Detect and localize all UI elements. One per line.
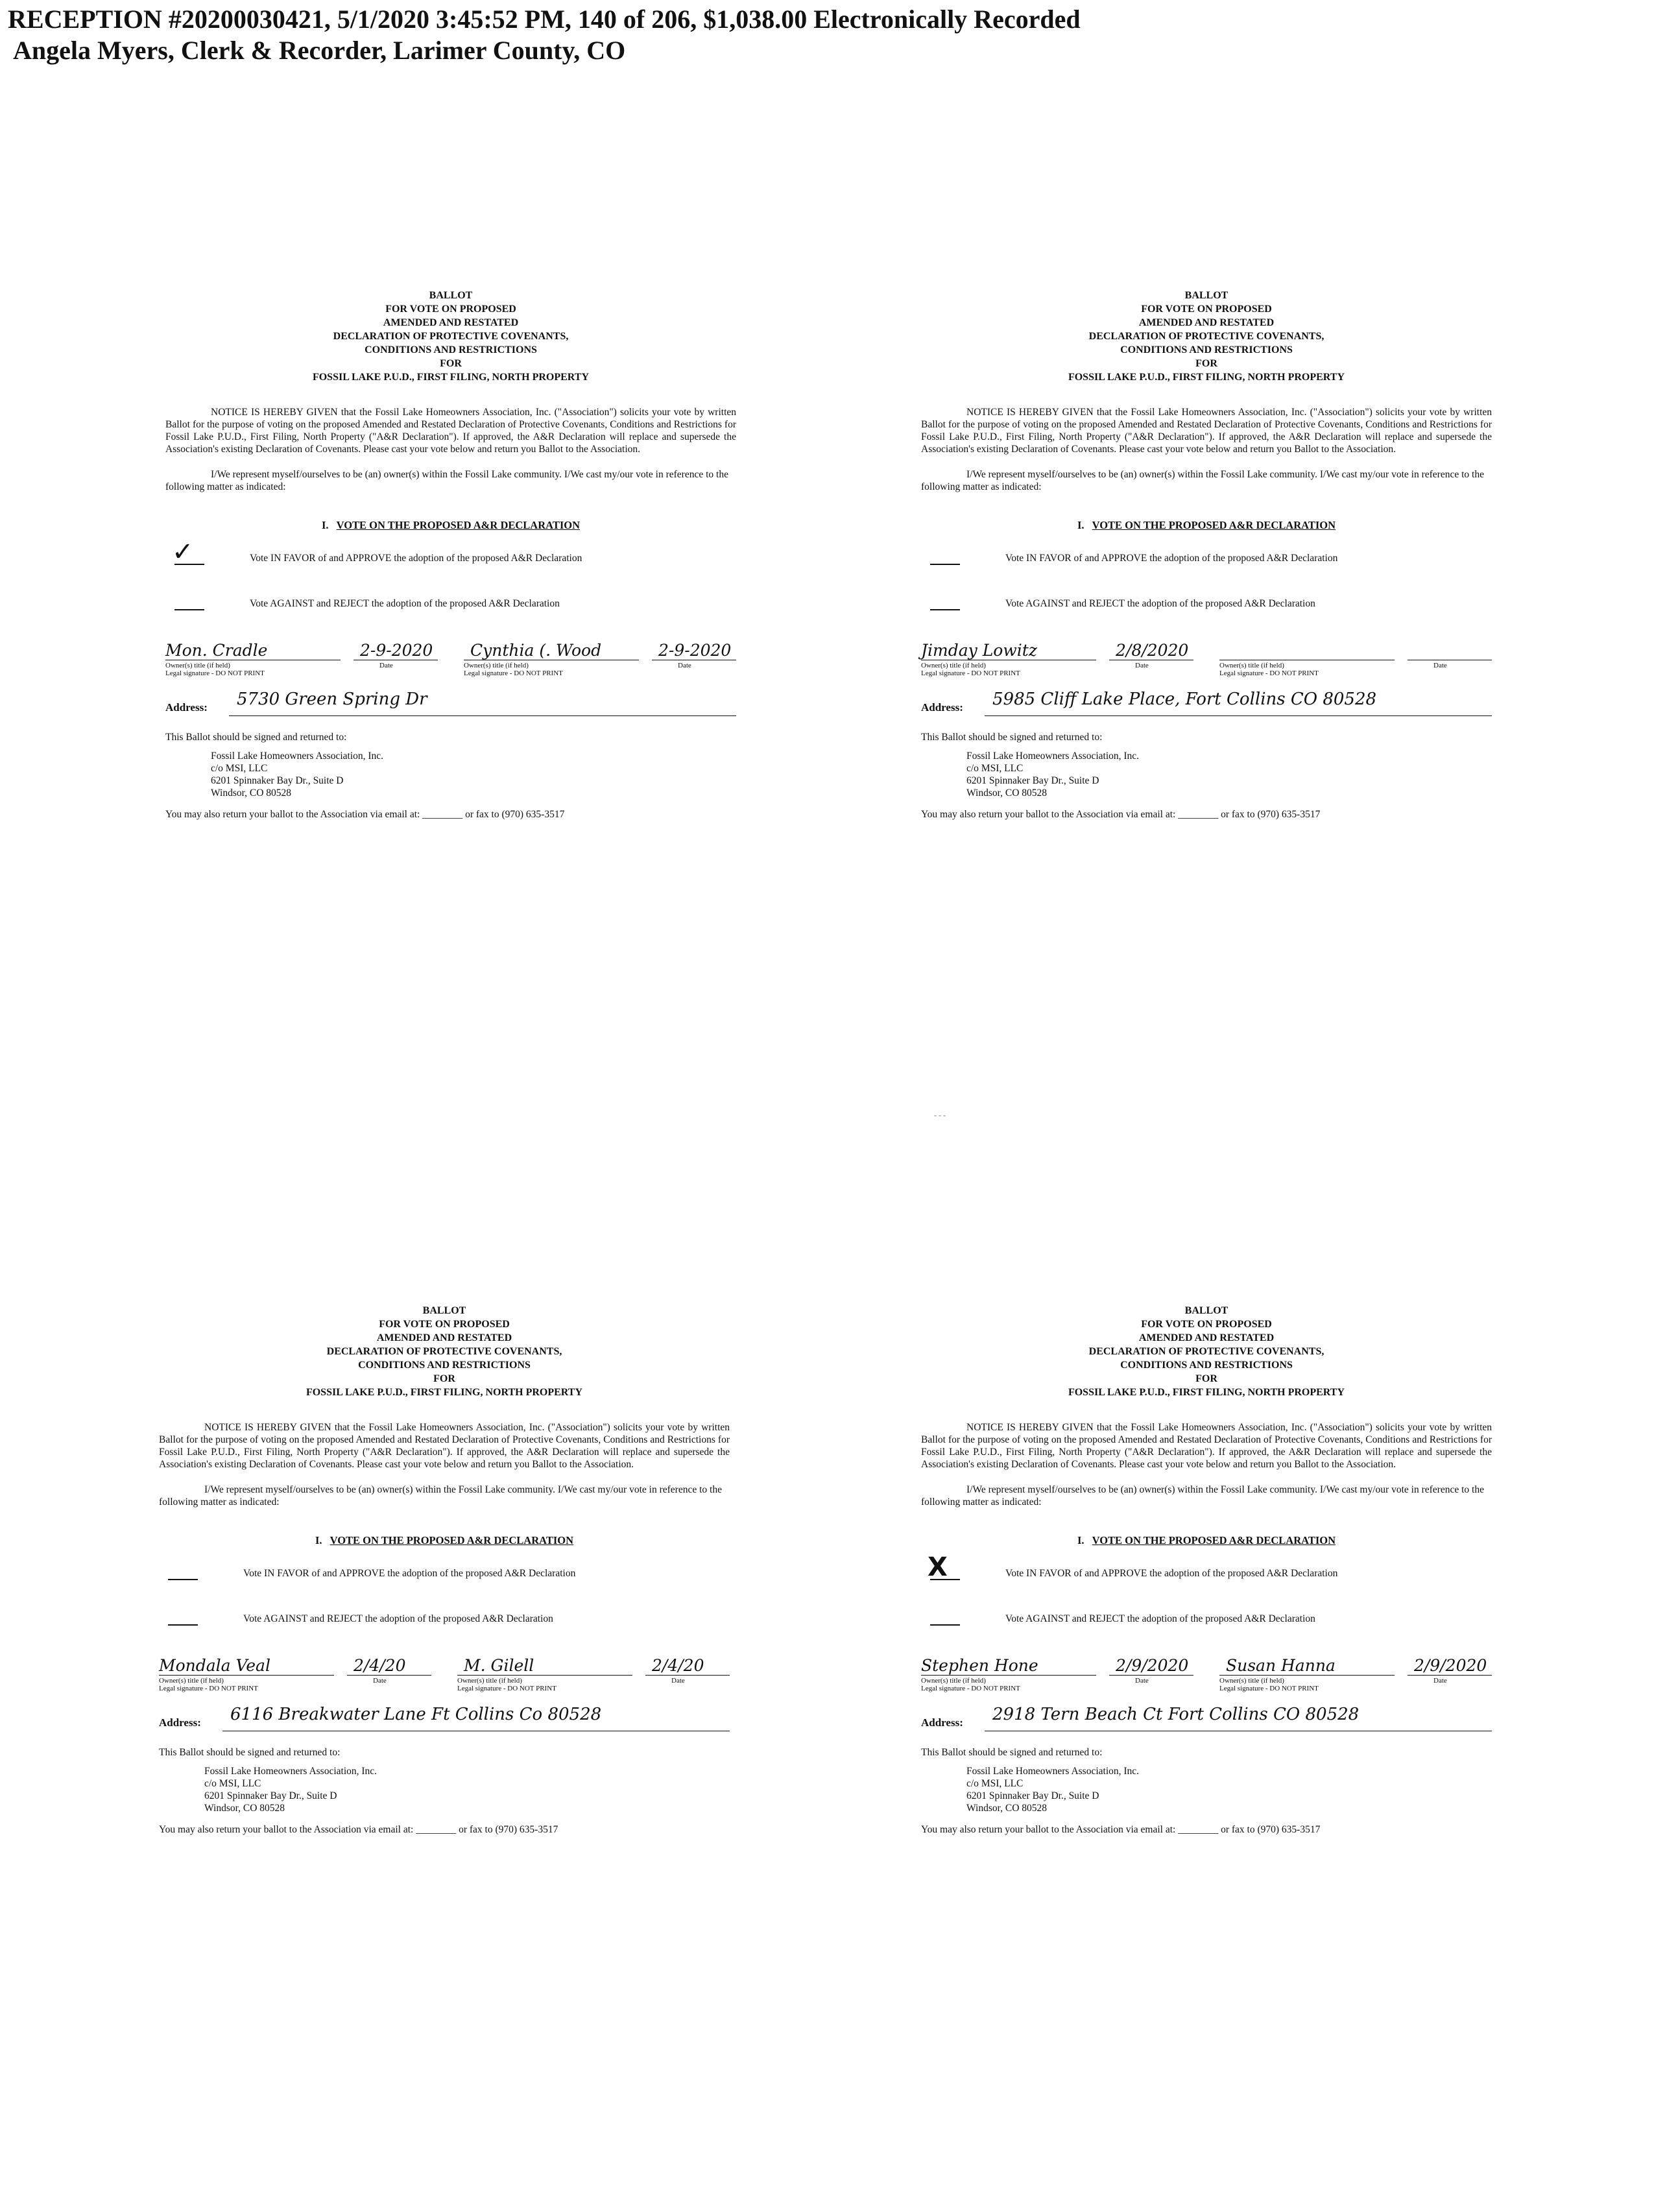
ballot-title-line: CONDITIONS AND RESTRICTIONS	[1120, 1360, 1293, 1371]
notice-paragraph: NOTICE IS HEREBY GIVEN that the Fossil Lake Homeowners Association, Inc. ("Association") solicits your vote by written Ballot for the purpose of voting on the proposed Amended and Restated Declaration of Protective Covenants, Conditions and Restrictions for Fossil Lake P.U.D., First Filing, North Property ("A&R Declaration"). If approved, the A&R Declaration will replace and supersede the Association's existing Declaration of Covenants. Please cast your vote below and return you Ballot to the Association.	[165, 407, 736, 455]
address-row	[921, 1705, 1492, 1738]
date-caption-1: Date	[373, 1677, 387, 1685]
ballot-title-line: FOR VOTE ON PROPOSED	[379, 1319, 510, 1330]
email-fax-note: You may also return your ballot to the Association via email at: ________ or fax to (970) 635-3517	[921, 809, 1321, 820]
legal-caption-1: Legal signature - DO NOT PRINT	[921, 1685, 1020, 1692]
address-value: 5730 Green Spring Dr	[237, 690, 427, 709]
ballot-title-line: FOR	[1195, 1373, 1217, 1384]
date-line-1[interactable]	[347, 1675, 431, 1676]
owner-signature-1: Stephen Hone	[921, 1656, 1038, 1675]
owner-caption-2: Owner(s) title (if held)	[464, 662, 529, 669]
section-title: VOTE ON THE PROPOSED A&R DECLARATION	[1092, 1534, 1336, 1546]
owner-signature-1: Mon. Cradle	[165, 641, 268, 660]
section-number: I.	[1077, 519, 1085, 531]
notice-paragraph: NOTICE IS HEREBY GIVEN that the Fossil Lake Homeowners Association, Inc. ("Association") solicits your vote by written Ballot for the purpose of voting on the proposed Amended and Restated Declaration of Protective Covenants, Conditions and Restrictions for Fossil Lake P.U.D., First Filing, North Property ("A&R Declaration"). If approved, the A&R Declaration will replace and supersede the Association's existing Declaration of Covenants. Please cast your vote below and return you Ballot to the Association.	[159, 1422, 730, 1470]
signature-row	[159, 1657, 730, 1693]
ballot-title	[165, 289, 736, 384]
address-value: 2918 Tern Beach Ct Fort Collins CO 80528	[992, 1705, 1360, 1724]
return-address-line: c/o MSI, LLC	[966, 763, 1024, 774]
favor-label: Vote IN FAVOR of and APPROVE the adoption of the proposed A&R Declaration	[1005, 1568, 1338, 1579]
return-address-line: c/o MSI, LLC	[211, 763, 268, 774]
address-row	[165, 690, 736, 723]
favor-checkbox[interactable]	[168, 1567, 198, 1580]
owner-representation: I/We represent myself/ourselves to be (an) owner(s) within the Fossil Lake community. I/We cast my/our vote in reference to the following matter as indicated:	[165, 469, 728, 492]
legal-caption-1: Legal signature - DO NOT PRINT	[921, 669, 1020, 677]
ballot-title	[159, 1304, 730, 1399]
email-fax-note: You may also return your ballot to the Association via email at: ________ or fax to (970) 635-3517	[165, 809, 565, 820]
section-heading	[165, 519, 736, 531]
ballot-title-line: AMENDED AND RESTATED	[383, 317, 519, 328]
return-address-line: Fossil Lake Homeowners Association, Inc.	[966, 751, 1140, 762]
stray-mark: - - -	[934, 1111, 946, 1120]
date-line-1[interactable]	[1109, 1675, 1193, 1676]
ballot-form-3	[159, 1304, 730, 1836]
return-instructions: This Ballot should be signed and returned to:	[159, 1747, 341, 1758]
sign-date-2: 2-9-2020	[658, 641, 732, 660]
date-line-2[interactable]	[645, 1675, 730, 1676]
ballot-title-line: BALLOT	[1184, 290, 1229, 301]
signature-row	[921, 642, 1492, 678]
return-address-line: Fossil Lake Homeowners Association, Inc.	[204, 1766, 378, 1777]
vote-against-row	[165, 588, 736, 622]
ballot-title-line: BALLOT	[429, 290, 473, 301]
return-address	[966, 1765, 1492, 1814]
against-label: Vote AGAINST and REJECT the adoption of the proposed A&R Declaration	[1005, 598, 1315, 609]
vote-against-row	[159, 1604, 730, 1637]
owner-caption-1: Owner(s) title (if held)	[165, 662, 230, 669]
against-checkbox[interactable]	[930, 1613, 960, 1626]
ballot-title-line: AMENDED AND RESTATED	[1138, 1332, 1275, 1343]
date-caption-1: Date	[379, 662, 393, 669]
ballot-title-line: BALLOT	[1184, 1305, 1229, 1316]
owner-representation: I/We represent myself/ourselves to be (an) owner(s) within the Fossil Lake community. I/We cast my/our vote in reference to the following matter as indicated:	[921, 1484, 1484, 1508]
address-value: 5985 Cliff Lake Place, Fort Collins CO 80528	[992, 690, 1377, 709]
address-label: Address:	[165, 701, 208, 714]
ballot-title-line: FOR VOTE ON PROPOSED	[385, 304, 516, 315]
address-line[interactable]	[229, 715, 736, 716]
date-caption-1: Date	[1135, 662, 1149, 669]
date-caption-2: Date	[671, 1677, 685, 1685]
signature-line-1[interactable]	[159, 1675, 334, 1676]
address-label: Address:	[921, 701, 963, 714]
return-address-line: 6201 Spinnaker Bay Dr., Suite D	[966, 775, 1099, 786]
address-row	[921, 690, 1492, 723]
favor-label: Vote IN FAVOR of and APPROVE the adoption of the proposed A&R Declaration	[243, 1568, 576, 1579]
favor-checkbox[interactable]	[930, 552, 960, 565]
return-address-line: c/o MSI, LLC	[966, 1778, 1024, 1789]
ballot-title-line: CONDITIONS AND RESTRICTIONS	[1120, 344, 1293, 355]
owner-signature-2: Susan Hanna	[1226, 1656, 1336, 1675]
ballot-title-line: FOR	[433, 1373, 455, 1384]
owner-representation: I/We represent myself/ourselves to be (an) owner(s) within the Fossil Lake community. I/We cast my/our vote in reference to the following matter as indicated:	[921, 469, 1484, 492]
return-address-line: Fossil Lake Homeowners Association, Inc.	[211, 751, 384, 762]
sign-date-1: 2/8/2020	[1116, 641, 1189, 660]
ballot-title-line: DECLARATION OF PROTECTIVE COVENANTS,	[1088, 331, 1324, 342]
ballot-form-2	[921, 289, 1492, 821]
owner-caption-2: Owner(s) title (if held)	[457, 1677, 522, 1685]
owner-caption-2: Owner(s) title (if held)	[1219, 1677, 1284, 1685]
section-title: VOTE ON THE PROPOSED A&R DECLARATION	[330, 1534, 574, 1546]
ballot-title-line: FOSSIL LAKE P.U.D., FIRST FILING, NORTH PROPERTY	[1068, 1387, 1345, 1398]
notice-paragraph: NOTICE IS HEREBY GIVEN that the Fossil Lake Homeowners Association, Inc. ("Association") solicits your vote by written Ballot for the purpose of voting on the proposed Amended and Restated Declaration of Protective Covenants, Conditions and Restrictions for Fossil Lake P.U.D., First Filing, North Property ("A&R Declaration"). If approved, the A&R Declaration will replace and supersede the Association's existing Declaration of Covenants. Please cast your vote below and return you Ballot to the Association.	[921, 1422, 1492, 1470]
ballot-title-line: AMENDED AND RESTATED	[376, 1332, 512, 1343]
date-caption-1: Date	[1135, 1677, 1149, 1685]
return-address-line: Windsor, CO 80528	[204, 1803, 285, 1814]
address-label: Address:	[921, 1716, 963, 1729]
against-label: Vote AGAINST and REJECT the adoption of the proposed A&R Declaration	[250, 598, 560, 609]
ballot-title	[921, 289, 1492, 384]
notice-paragraph: NOTICE IS HEREBY GIVEN that the Fossil Lake Homeowners Association, Inc. ("Association") solicits your vote by written Ballot for the purpose of voting on the proposed Amended and Restated Declaration of Protective Covenants, Conditions and Restrictions for Fossil Lake P.U.D., First Filing, North Property ("A&R Declaration"). If approved, the A&R Declaration will replace and supersede the Association's existing Declaration of Covenants. Please cast your vote below and return you Ballot to the Association.	[921, 407, 1492, 455]
date-caption-2: Date	[1433, 662, 1447, 669]
ballot-form-4	[921, 1304, 1492, 1836]
ballot-form-1	[165, 289, 736, 821]
vote-favor-row	[921, 543, 1492, 577]
legal-caption-2: Legal signature - DO NOT PRINT	[457, 1685, 557, 1692]
vote-favor-row	[159, 1558, 730, 1592]
owner-caption-1: Owner(s) title (if held)	[921, 1677, 986, 1685]
return-address-line: c/o MSI, LLC	[204, 1778, 261, 1789]
return-address	[966, 750, 1492, 799]
owner-caption-1: Owner(s) title (if held)	[159, 1677, 224, 1685]
reception-line: RECEPTION #20200030421, 5/1/2020 3:45:52 PM, 140 of 206, $1,038.00 Electronically Recorded	[8, 5, 1081, 34]
against-label: Vote AGAINST and REJECT the adoption of the proposed A&R Declaration	[243, 1613, 553, 1624]
owner-representation: I/We represent myself/ourselves to be (an) owner(s) within the Fossil Lake community. I/We cast my/our vote in reference to the following matter as indicated:	[159, 1484, 722, 1508]
date-caption-2: Date	[678, 662, 691, 669]
recording-header	[8, 4, 1081, 66]
owner-signature-1: Jimday Lowitz	[921, 641, 1037, 660]
sign-date-1: 2/9/2020	[1116, 1656, 1189, 1675]
signature-line-2[interactable]	[457, 1675, 632, 1676]
ballot-title-line: DECLARATION OF PROTECTIVE COVENANTS,	[333, 331, 569, 342]
owner-signature-2: M. Gilell	[464, 1656, 534, 1675]
sign-date-1: 2-9-2020	[360, 641, 433, 660]
ballot-title	[921, 1304, 1492, 1399]
owner-caption-2: Owner(s) title (if held)	[1219, 662, 1284, 669]
return-address-line: 6201 Spinnaker Bay Dr., Suite D	[204, 1790, 337, 1801]
against-checkbox[interactable]	[930, 597, 960, 610]
sign-date-2: 2/4/20	[652, 1656, 704, 1675]
against-label: Vote AGAINST and REJECT the adoption of the proposed A&R Declaration	[1005, 1613, 1315, 1624]
date-line-2[interactable]	[1408, 1675, 1492, 1676]
ballot-title-line: FOR	[440, 358, 462, 369]
return-address-line: Fossil Lake Homeowners Association, Inc.	[966, 1766, 1140, 1777]
return-address	[211, 750, 736, 799]
email-fax-note: You may also return your ballot to the Association via email at: ________ or fax to (970) 635-3517	[921, 1824, 1321, 1835]
address-line[interactable]	[985, 715, 1492, 716]
vote-favor-row	[165, 537, 736, 577]
section-title: VOTE ON THE PROPOSED A&R DECLARATION	[336, 519, 581, 531]
section-heading	[921, 1534, 1492, 1546]
ballot-title-line: BALLOT	[422, 1305, 466, 1316]
owner-caption-1: Owner(s) title (if held)	[921, 662, 986, 669]
address-label: Address:	[159, 1716, 201, 1729]
ballot-title-line: FOR VOTE ON PROPOSED	[1141, 304, 1272, 315]
legal-caption-1: Legal signature - DO NOT PRINT	[165, 669, 265, 677]
section-title: VOTE ON THE PROPOSED A&R DECLARATION	[1092, 519, 1336, 531]
return-address-line: Windsor, CO 80528	[211, 787, 292, 799]
ballot-title-line: DECLARATION OF PROTECTIVE COVENANTS,	[1088, 1346, 1324, 1357]
favor-label: Vote IN FAVOR of and APPROVE the adoption of the proposed A&R Declaration	[1005, 553, 1338, 564]
ballot-title-line: FOR VOTE ON PROPOSED	[1141, 1319, 1272, 1330]
against-checkbox[interactable]	[168, 1613, 198, 1626]
return-address-line: 6201 Spinnaker Bay Dr., Suite D	[211, 775, 344, 786]
ballot-title-line: FOSSIL LAKE P.U.D., FIRST FILING, NORTH PROPERTY	[306, 1387, 583, 1398]
favor-mark: X	[928, 1552, 948, 1582]
legal-caption-1: Legal signature - DO NOT PRINT	[159, 1685, 258, 1692]
ballot-title-line: CONDITIONS AND RESTRICTIONS	[365, 344, 537, 355]
owner-signature-2: Cynthia (. Wood	[470, 641, 602, 660]
email-fax-note: You may also return your ballot to the Association via email at: ________ or fax to (970) 635-3517	[159, 1824, 558, 1835]
owner-signature-1: Mondala Veal	[159, 1656, 270, 1675]
section-heading	[921, 519, 1492, 531]
return-instructions: This Ballot should be signed and returned to:	[165, 732, 347, 743]
signature-row	[165, 642, 736, 678]
signature-line-2[interactable]	[1219, 1675, 1395, 1676]
return-instructions: This Ballot should be signed and returned to:	[921, 732, 1103, 743]
section-number: I.	[315, 1534, 322, 1546]
ballot-title-line: CONDITIONS AND RESTRICTIONS	[358, 1360, 531, 1371]
section-number: I.	[1077, 1534, 1085, 1546]
return-address-line: Windsor, CO 80528	[966, 1803, 1048, 1814]
address-value: 6116 Breakwater Lane Ft Collins Co 80528	[230, 1705, 602, 1724]
return-address-line: 6201 Spinnaker Bay Dr., Suite D	[966, 1790, 1099, 1801]
favor-label: Vote IN FAVOR of and APPROVE the adoption of the proposed A&R Declaration	[250, 553, 582, 564]
ballot-title-line: FOR	[1195, 358, 1217, 369]
legal-caption-2: Legal signature - DO NOT PRINT	[1219, 1685, 1319, 1692]
clerk-line: Angela Myers, Clerk & Recorder, Larimer County, CO	[13, 36, 626, 65]
signature-row	[921, 1657, 1492, 1693]
return-address-line: Windsor, CO 80528	[966, 787, 1048, 799]
legal-caption-2: Legal signature - DO NOT PRINT	[1219, 669, 1319, 677]
ballot-title-line: DECLARATION OF PROTECTIVE COVENANTS,	[326, 1346, 562, 1357]
return-instructions: This Ballot should be signed and returned to:	[921, 1747, 1103, 1758]
address-row	[159, 1705, 730, 1738]
section-number: I.	[321, 519, 329, 531]
sign-date-1: 2/4/20	[354, 1656, 406, 1675]
sign-date-2: 2/9/2020	[1414, 1656, 1487, 1675]
ballot-title-line: AMENDED AND RESTATED	[1138, 317, 1275, 328]
ballot-title-line: FOSSIL LAKE P.U.D., FIRST FILING, NORTH PROPERTY	[1068, 372, 1345, 383]
favor-mark: ✓	[172, 537, 194, 567]
date-caption-2: Date	[1433, 1677, 1447, 1685]
vote-against-row	[921, 588, 1492, 622]
signature-line-1[interactable]	[921, 1675, 1096, 1676]
return-address	[204, 1765, 730, 1814]
section-heading	[159, 1534, 730, 1546]
legal-caption-2: Legal signature - DO NOT PRINT	[464, 669, 563, 677]
vote-favor-row	[921, 1552, 1492, 1592]
against-checkbox[interactable]	[174, 597, 204, 610]
ballot-title-line: FOSSIL LAKE P.U.D., FIRST FILING, NORTH PROPERTY	[312, 372, 590, 383]
vote-against-row	[921, 1604, 1492, 1637]
